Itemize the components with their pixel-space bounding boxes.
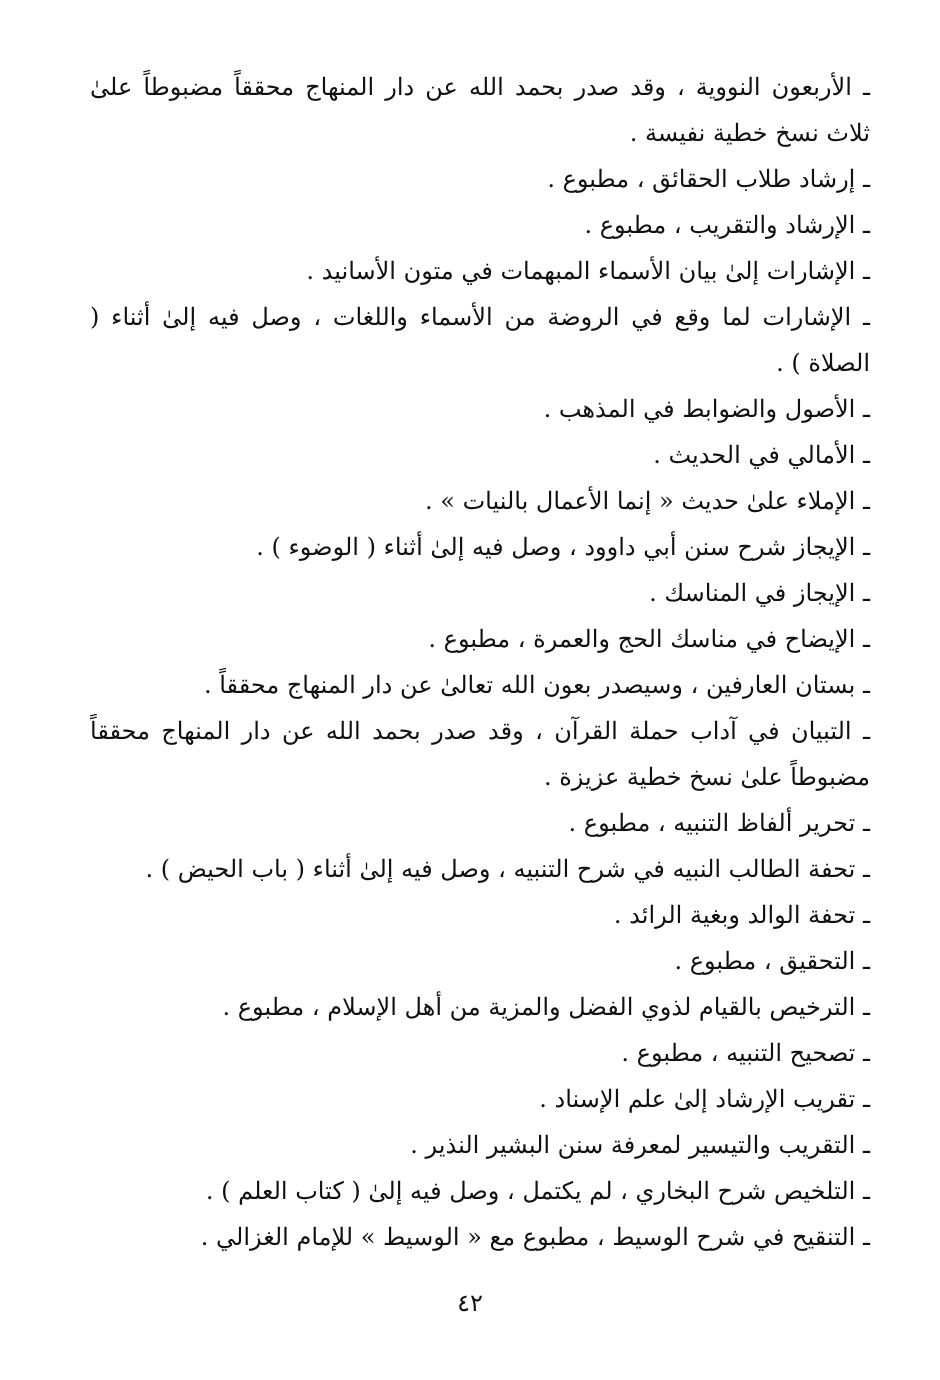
page-number: ٤٢	[457, 1289, 483, 1317]
list-item: ـ التحقيق ، مطبوع .	[674, 947, 870, 975]
list-item: ـ الإشارات إلىٰ بيان الأسماء المبهمات في متون الأسانيد .	[306, 257, 870, 285]
list-item: ـ الإيضاح في مناسك الحج والعمرة ، مطبوع .	[428, 625, 870, 653]
list-item: ـ الإشارات لما وقع في الروضة من الأسماء واللغات ، وصل فيه إلىٰ أثناء ( الصلاة ) .	[90, 303, 870, 377]
list-item: ـ تحفة الوالد وبغية الرائد .	[613, 901, 870, 929]
list-item: ـ بستان العارفين ، وسيصدر بعون الله تعالىٰ عن دار المنهاج محققاً .	[203, 671, 870, 699]
list-item: ـ تحرير ألفاظ التنبيه ، مطبوع .	[568, 809, 870, 837]
list-item: ـ التنقيح في شرح الوسيط ، مطبوع مع « الوسيط » للإمام الغزالي .	[200, 1223, 870, 1251]
list-item: ـ الإملاء علىٰ حديث « إنما الأعمال بالنيات » .	[425, 487, 870, 515]
list-item: ـ إرشاد طلاب الحقائق ، مطبوع .	[547, 165, 870, 193]
list-item: ـ تقريب الإرشاد إلىٰ علم الإسناد .	[539, 1085, 870, 1113]
list-item: ـ التبيان في آداب حملة القرآن ، وقد صدر بحمد الله عن دار المنهاج محققاً مضبوطاً علىٰ نسخ خطية عزيزة .	[90, 717, 870, 791]
list-item: ـ الإيجاز في المناسك .	[649, 579, 870, 607]
list-item: ـ الإرشاد والتقريب ، مطبوع .	[584, 211, 870, 239]
list-item: ـ الأربعون النووية ، وقد صدر بحمد الله عن دار المنهاج محققاً مضبوطاً علىٰ ثلاث نسخ خطية نفيسة .	[90, 73, 870, 147]
list-item: ـ الأصول والضوابط في المذهب .	[543, 395, 870, 423]
list-item: ـ التلخيص شرح البخاري ، لم يكتمل ، وصل فيه إلىٰ ( كتاب العلم ) .	[205, 1177, 870, 1205]
list-item: ـ تصحيح التنبيه ، مطبوع .	[621, 1039, 870, 1067]
bibliography-list	[90, 64, 870, 1260]
list-item: ـ تحفة الطالب النبيه في شرح التنبيه ، وصل فيه إلىٰ أثناء ( باب الحيض ) .	[145, 855, 870, 883]
list-item: ـ الأمالي في الحديث .	[653, 441, 870, 469]
list-item: ـ الترخيص بالقيام لذوي الفضل والمزية من أهل الإسلام ، مطبوع .	[222, 993, 870, 1021]
list-item: ـ التقريب والتيسير لمعرفة سنن البشير النذير .	[410, 1131, 870, 1159]
list-item: ـ الإيجاز شرح سنن أبي داوود ، وصل فيه إلىٰ أثناء ( الوضوء ) .	[256, 533, 870, 561]
